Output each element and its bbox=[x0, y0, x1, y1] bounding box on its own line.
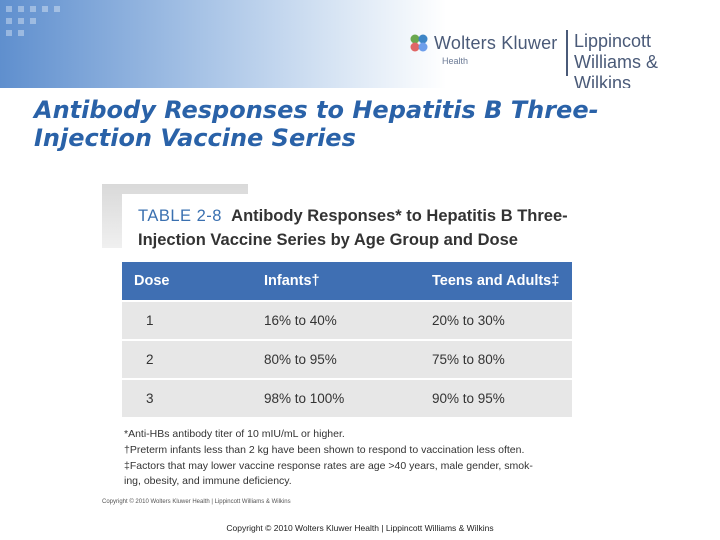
decorative-dot-pattern bbox=[0, 0, 300, 88]
footnote: ‡Factors that may lower vaccine response rates are age >40 years, male gender, smok- bbox=[124, 459, 533, 472]
caption-line-2: Injection Vaccine Series by Age Group and Dose bbox=[138, 231, 518, 249]
cell-dose: 3 bbox=[122, 379, 252, 417]
cell-teens-adults: 90% to 95% bbox=[420, 379, 572, 417]
slide-title bbox=[34, 96, 714, 152]
cell-teens-adults: 20% to 30% bbox=[420, 301, 572, 340]
footnote: *Anti-HBs antibody titer of 10 mIU/mL or higher. bbox=[124, 428, 345, 440]
figure-copyright: Copyright © 2010 Wolters Kluwer Health | Lippincott Williams & Wilkins bbox=[102, 499, 291, 505]
table-footnotes bbox=[124, 427, 584, 490]
slide-title-line-1: Antibody Responses to Hepatitis B Three- bbox=[34, 96, 599, 124]
table-row bbox=[122, 340, 572, 379]
publisher-logo bbox=[406, 30, 716, 88]
brand-sub: Health bbox=[442, 56, 469, 66]
column-header-teens-adults: Teens and Adults‡ bbox=[420, 262, 572, 301]
table-caption bbox=[122, 194, 598, 252]
response-table bbox=[122, 262, 572, 417]
cell-infants: 16% to 40% bbox=[252, 301, 420, 340]
partner-name bbox=[574, 31, 716, 88]
table-figure bbox=[102, 184, 582, 510]
cell-dose: 1 bbox=[122, 301, 252, 340]
table-row bbox=[122, 301, 572, 340]
table-row bbox=[122, 379, 572, 417]
cell-dose: 2 bbox=[122, 340, 252, 379]
column-header-infants: Infants† bbox=[252, 262, 420, 301]
table-header-row bbox=[122, 262, 572, 301]
partner-line-1: Lippincott bbox=[574, 31, 652, 51]
slide-title-line-2: Injection Vaccine Series bbox=[34, 124, 356, 152]
table-number: TABLE 2-8 bbox=[138, 207, 222, 225]
column-header-dose: Dose bbox=[122, 262, 252, 301]
wolters-kluwer-icon bbox=[408, 32, 430, 54]
caption-text-1: Antibody Responses* to Hepatitis B Three- bbox=[231, 207, 568, 225]
footnote: †Preterm infants less than 2 kg have been shown to respond to vaccination less often. bbox=[124, 443, 525, 456]
header-banner bbox=[0, 0, 720, 88]
brand-name: Wolters Kluwer bbox=[434, 33, 558, 53]
logo-divider bbox=[566, 30, 568, 76]
cell-infants: 80% to 95% bbox=[252, 340, 420, 379]
partner-line-2: Williams & Wilkins bbox=[574, 52, 658, 88]
footnote: ing, obesity, and immune deficiency. bbox=[124, 475, 292, 488]
caption-line-1 bbox=[138, 204, 598, 228]
cell-teens-adults: 75% to 80% bbox=[420, 340, 572, 379]
cell-infants: 98% to 100% bbox=[252, 379, 420, 417]
footer-copyright: Copyright © 2010 Wolters Kluwer Health | Lippincott Williams & Wilkins bbox=[226, 523, 494, 533]
